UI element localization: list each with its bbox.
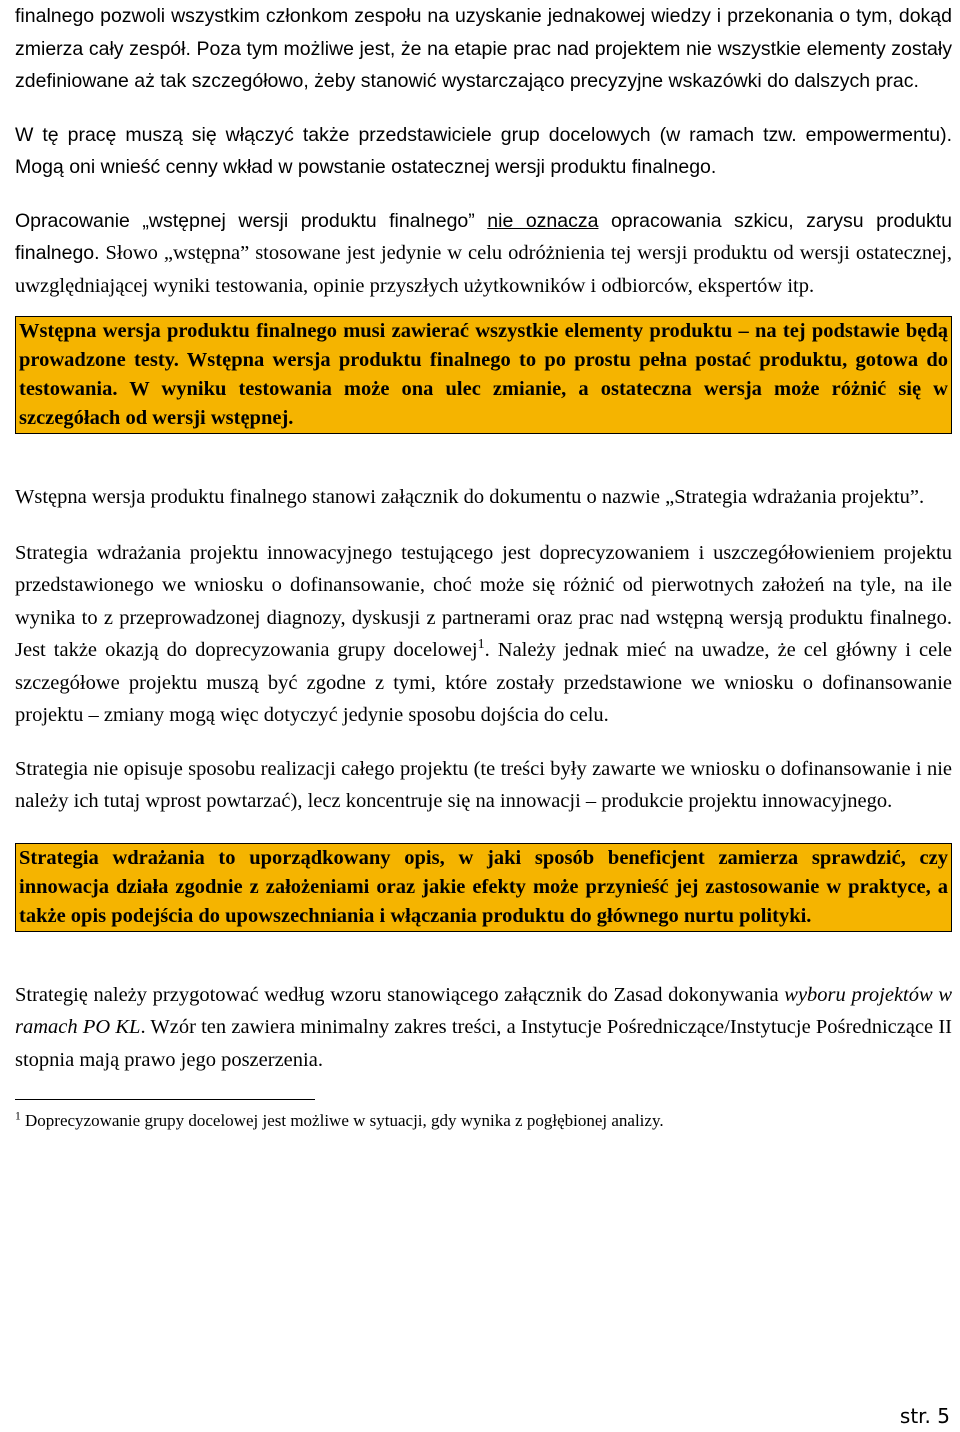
footnote-number: 1 xyxy=(15,1109,21,1123)
preliminary-text-a: Opracowanie „wstępnej wersji produktu finalnego” xyxy=(15,209,488,232)
preliminary-underlined: nie oznacza xyxy=(487,209,599,232)
footnote-text: Doprecyzowanie grupy docelowej jest możliwe w sytuacji, gdy wynika z pogłębionej analizy. xyxy=(20,1111,664,1130)
preliminary-text-c: Słowo „wstępna” stosowane jest jedynie w celu odróżnienia tej wersji produktu od wersji ostatecznej, uwzględniającej wyniki testowania, opinie przyszłych użytkowników i odbiorców, ekspertów itp. xyxy=(15,242,952,297)
strategy-text-b: . Należy jednak mieć na uwadze, że cel główny i cele szczegółowe projektu muszą być zgodne z tymi, które zostały przedstawione we wniosku o dofinansowanie projektu – zmiany mogą więc dotyczyć jedynie sposobu dojścia do celu. xyxy=(15,639,953,726)
document-page xyxy=(15,0,952,1132)
page-number: str. 5 xyxy=(899,1404,950,1428)
paragraph-team-knowledge: finalnego pozwoli wszystkim członkom zespołu na uzyskanie jednakowej wiedzy i przekonania o tym, dokąd zmierza cały zespół. Poza tym możliwe jest, że na etapie prac nad projektem nie wszystkie elementy zostały zdefiniowane aż tak szczegółowo, żeby stanowić wystarczająco precyzyjne wskazówki do dalszych prac. xyxy=(15,5,952,92)
template-italic: wyboru projektów w ramach PO KL xyxy=(15,983,953,1038)
highlight-box-strategy: Strategia wdrażania to uporządkowany opis, w jaki sposób beneficjent zamierza sprawdzić, czy innowacja działa zgodnie z założeniami oraz jakie efekty może przynieść jej zastosowanie w praktyce, a także opis podejścia do upowszechniania i włączania produktu do głównego nurtu polityki. xyxy=(15,843,952,932)
paragraph-preliminary-version xyxy=(15,205,952,303)
template-text-a: Strategię należy przygotować według wzoru stanowiącego załącznik do Zasad dokonywania xyxy=(15,983,785,1006)
paragraph-attachment: Wstępna wersja produktu finalnego stanowi załącznik do dokumentu o nazwie „Strategia wdrażania projektu”. xyxy=(15,486,925,508)
paragraph-target-groups: W tę pracę muszą się włączyć także przedstawiciele grup docelowych (w ramach tzw. empowermentu). Mogą oni wnieść cenny wkład w powstanie ostatecznej wersji produktu finalnego. xyxy=(15,123,952,178)
footnote-reference[interactable]: 1 xyxy=(477,637,485,653)
paragraph-strategy-scope: Strategia nie opisuje sposobu realizacji całego projektu (te treści były zawarte we wniosku o dofinansowanie i nie należy ich tutaj wprost powtarzać), lecz koncentruje się na innowacji – produkcie projektu innowacyjnego. xyxy=(15,757,952,812)
paragraph-template xyxy=(15,979,952,1077)
strategy-text-a: Strategia wdrażania projektu innowacyjnego testującego jest doprecyzowaniem i uszczegółowieniem projektu przedstawionego we wniosku o dofinansowanie, choć może się różnić od pierwotnych założeń na tyle, na ile wynika to z przeprowadzonej diagnozy, dyskusji z partnerami oraz prac nad wstępną wersją produktu finalnego. Jest także okazją do doprecyzowania grupy docelowej xyxy=(15,541,952,661)
footnote xyxy=(15,1110,952,1132)
highlight-box-preliminary-version: Wstępna wersja produktu finalnego musi zawierać wszystkie elementy produktu – na tej podstawie będą prowadzone testy. Wstępna wersja produktu finalnego to po prostu pełna postać produktu, gotowa do testowania. W wyniku testowania może ona ulec zmianie, a ostateczna wersja może różnić się w szczegółach od wersji wstępnej. xyxy=(15,316,952,434)
preliminary-text-b: opracowania szkicu, zarysu produktu finalnego. xyxy=(15,209,952,264)
footnote-separator xyxy=(15,1099,315,1100)
paragraph-strategy-definition xyxy=(15,537,952,732)
template-text-b: . Wzór ten zawiera minimalny zakres treści, a Instytucje Pośredniczące/Instytucje Pośredniczące II stopnia mają prawo jego poszerzenia. xyxy=(15,1016,952,1071)
